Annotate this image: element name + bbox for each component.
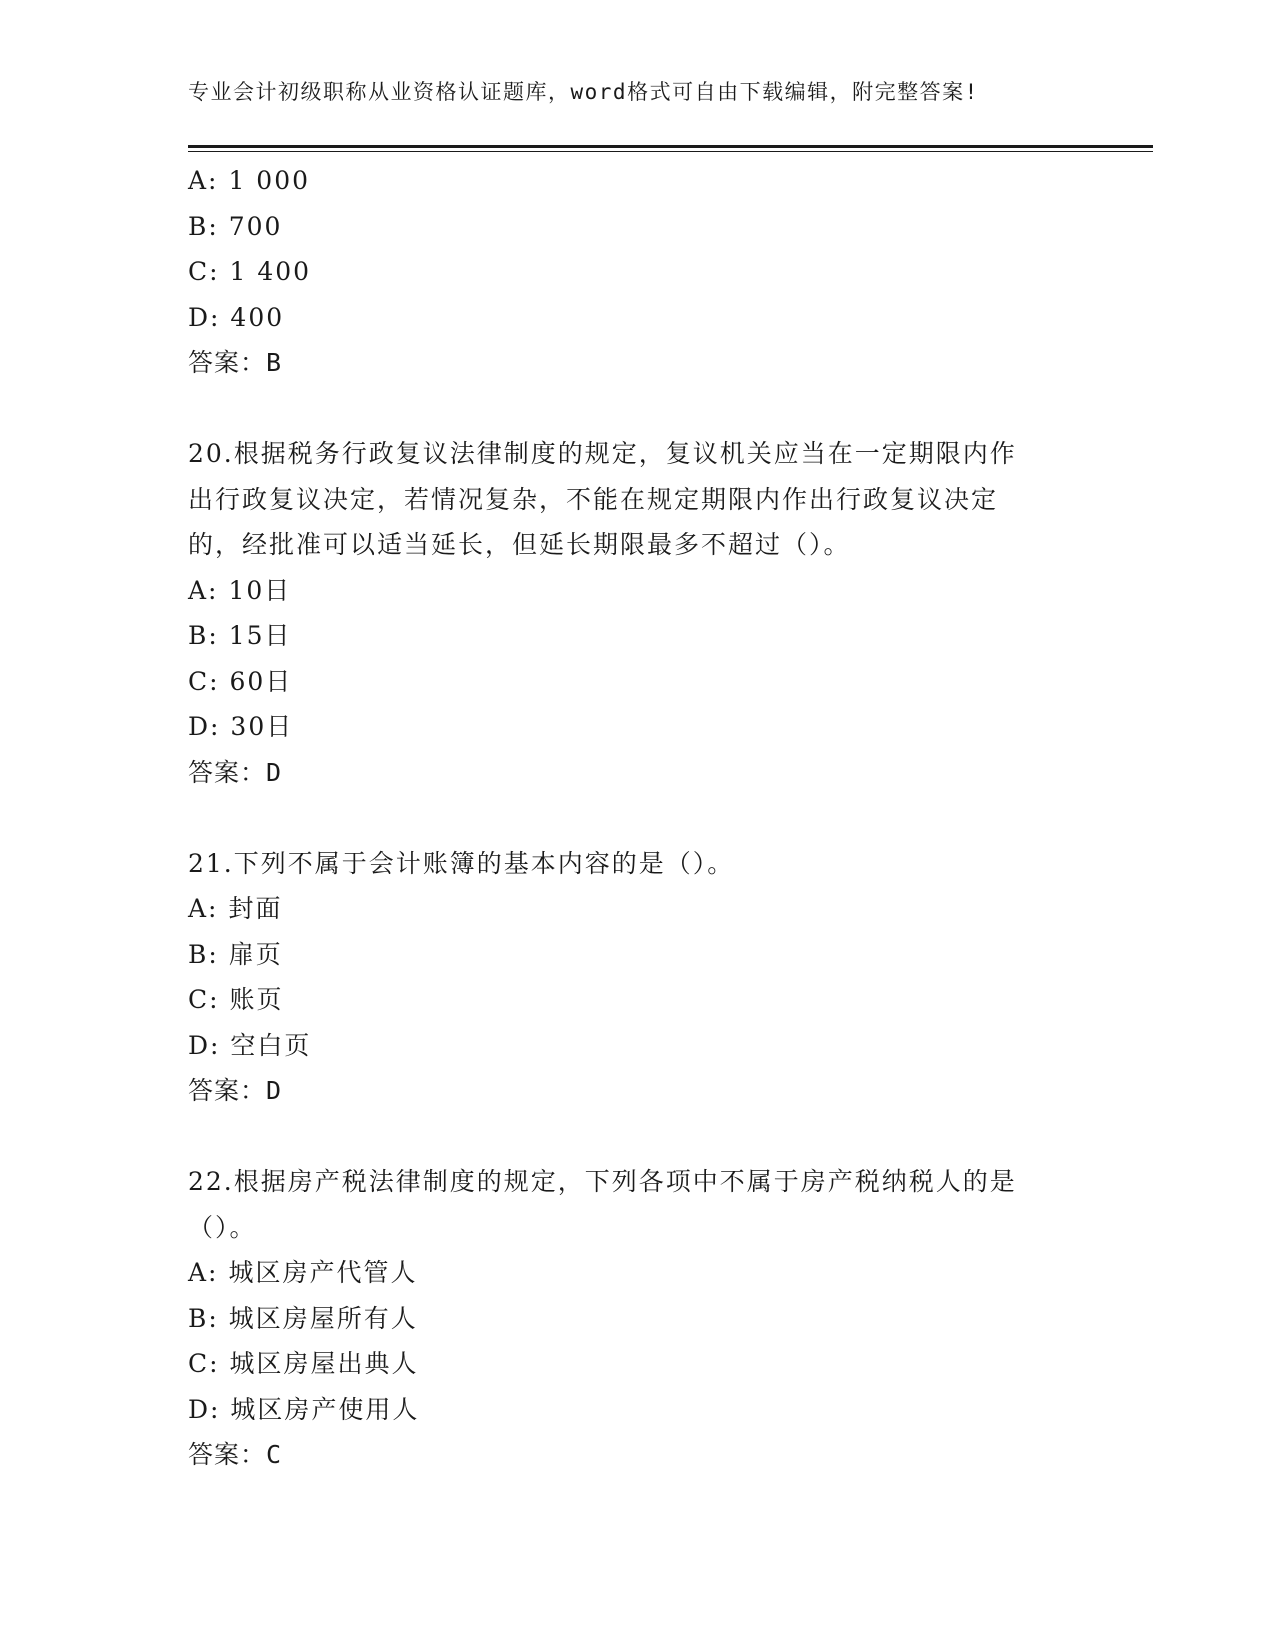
option-c: C: 城区房屋出典人 <box>188 1349 419 1378</box>
option-b: B: 700 <box>188 211 283 241</box>
option-a: A: 10日 <box>188 575 292 605</box>
option-d: D: 城区房产使用人 <box>188 1394 420 1424</box>
answer: 答案：C <box>188 1440 283 1469</box>
option-a: A: 城区房产代管人 <box>188 1258 418 1287</box>
question-22 <box>188 1159 1088 1478</box>
option-b: B: 扉页 <box>188 939 283 969</box>
question-20 <box>188 431 1088 795</box>
option-d: D: 400 <box>188 302 285 332</box>
header-rule-thin <box>188 151 1153 152</box>
question-list <box>188 158 1088 1478</box>
question-stem-line: 21.下列不属于会计账簿的基本内容的是（）。 <box>188 848 735 878</box>
page-header: 专业会计初级职称从业资格认证题库，word格式可自由下载编辑，附完整答案! <box>188 80 979 104</box>
question-stem-line: 出行政复议决定，若情况复杂，不能在规定期限内作出行政复议决定 <box>188 484 999 514</box>
option-c: C: 60日 <box>188 666 293 696</box>
question-stem-line: （）。 <box>188 1212 257 1242</box>
option-d: D: 30日 <box>188 712 294 741</box>
option-b: B: 15日 <box>188 621 292 650</box>
option-a: A: 1 000 <box>188 166 311 195</box>
question-stem-line: 20.根据税务行政复议法律制度的规定，复议机关应当在一定期限内作 <box>188 439 1017 468</box>
question-stem-line: 22.根据房产税法律制度的规定，下列各项中不属于房产税纳税人的是 <box>188 1167 1017 1196</box>
question-stem-line: 的，经批准可以适当延长，但延长期限最多不超过（）。 <box>188 530 851 559</box>
answer: 答案：B <box>188 348 283 377</box>
answer: 答案：D <box>188 1076 283 1105</box>
option-c: C: 1 400 <box>188 257 312 286</box>
option-c: C: 账页 <box>188 985 284 1014</box>
header-rule-thick <box>188 145 1153 148</box>
option-a: A: 封面 <box>188 894 283 923</box>
question-19 <box>188 158 1088 386</box>
option-d: D: 空白页 <box>188 1030 312 1060</box>
option-b: B: 城区房屋所有人 <box>188 1303 418 1333</box>
question-21 <box>188 841 1088 1114</box>
answer: 答案：D <box>188 757 283 787</box>
